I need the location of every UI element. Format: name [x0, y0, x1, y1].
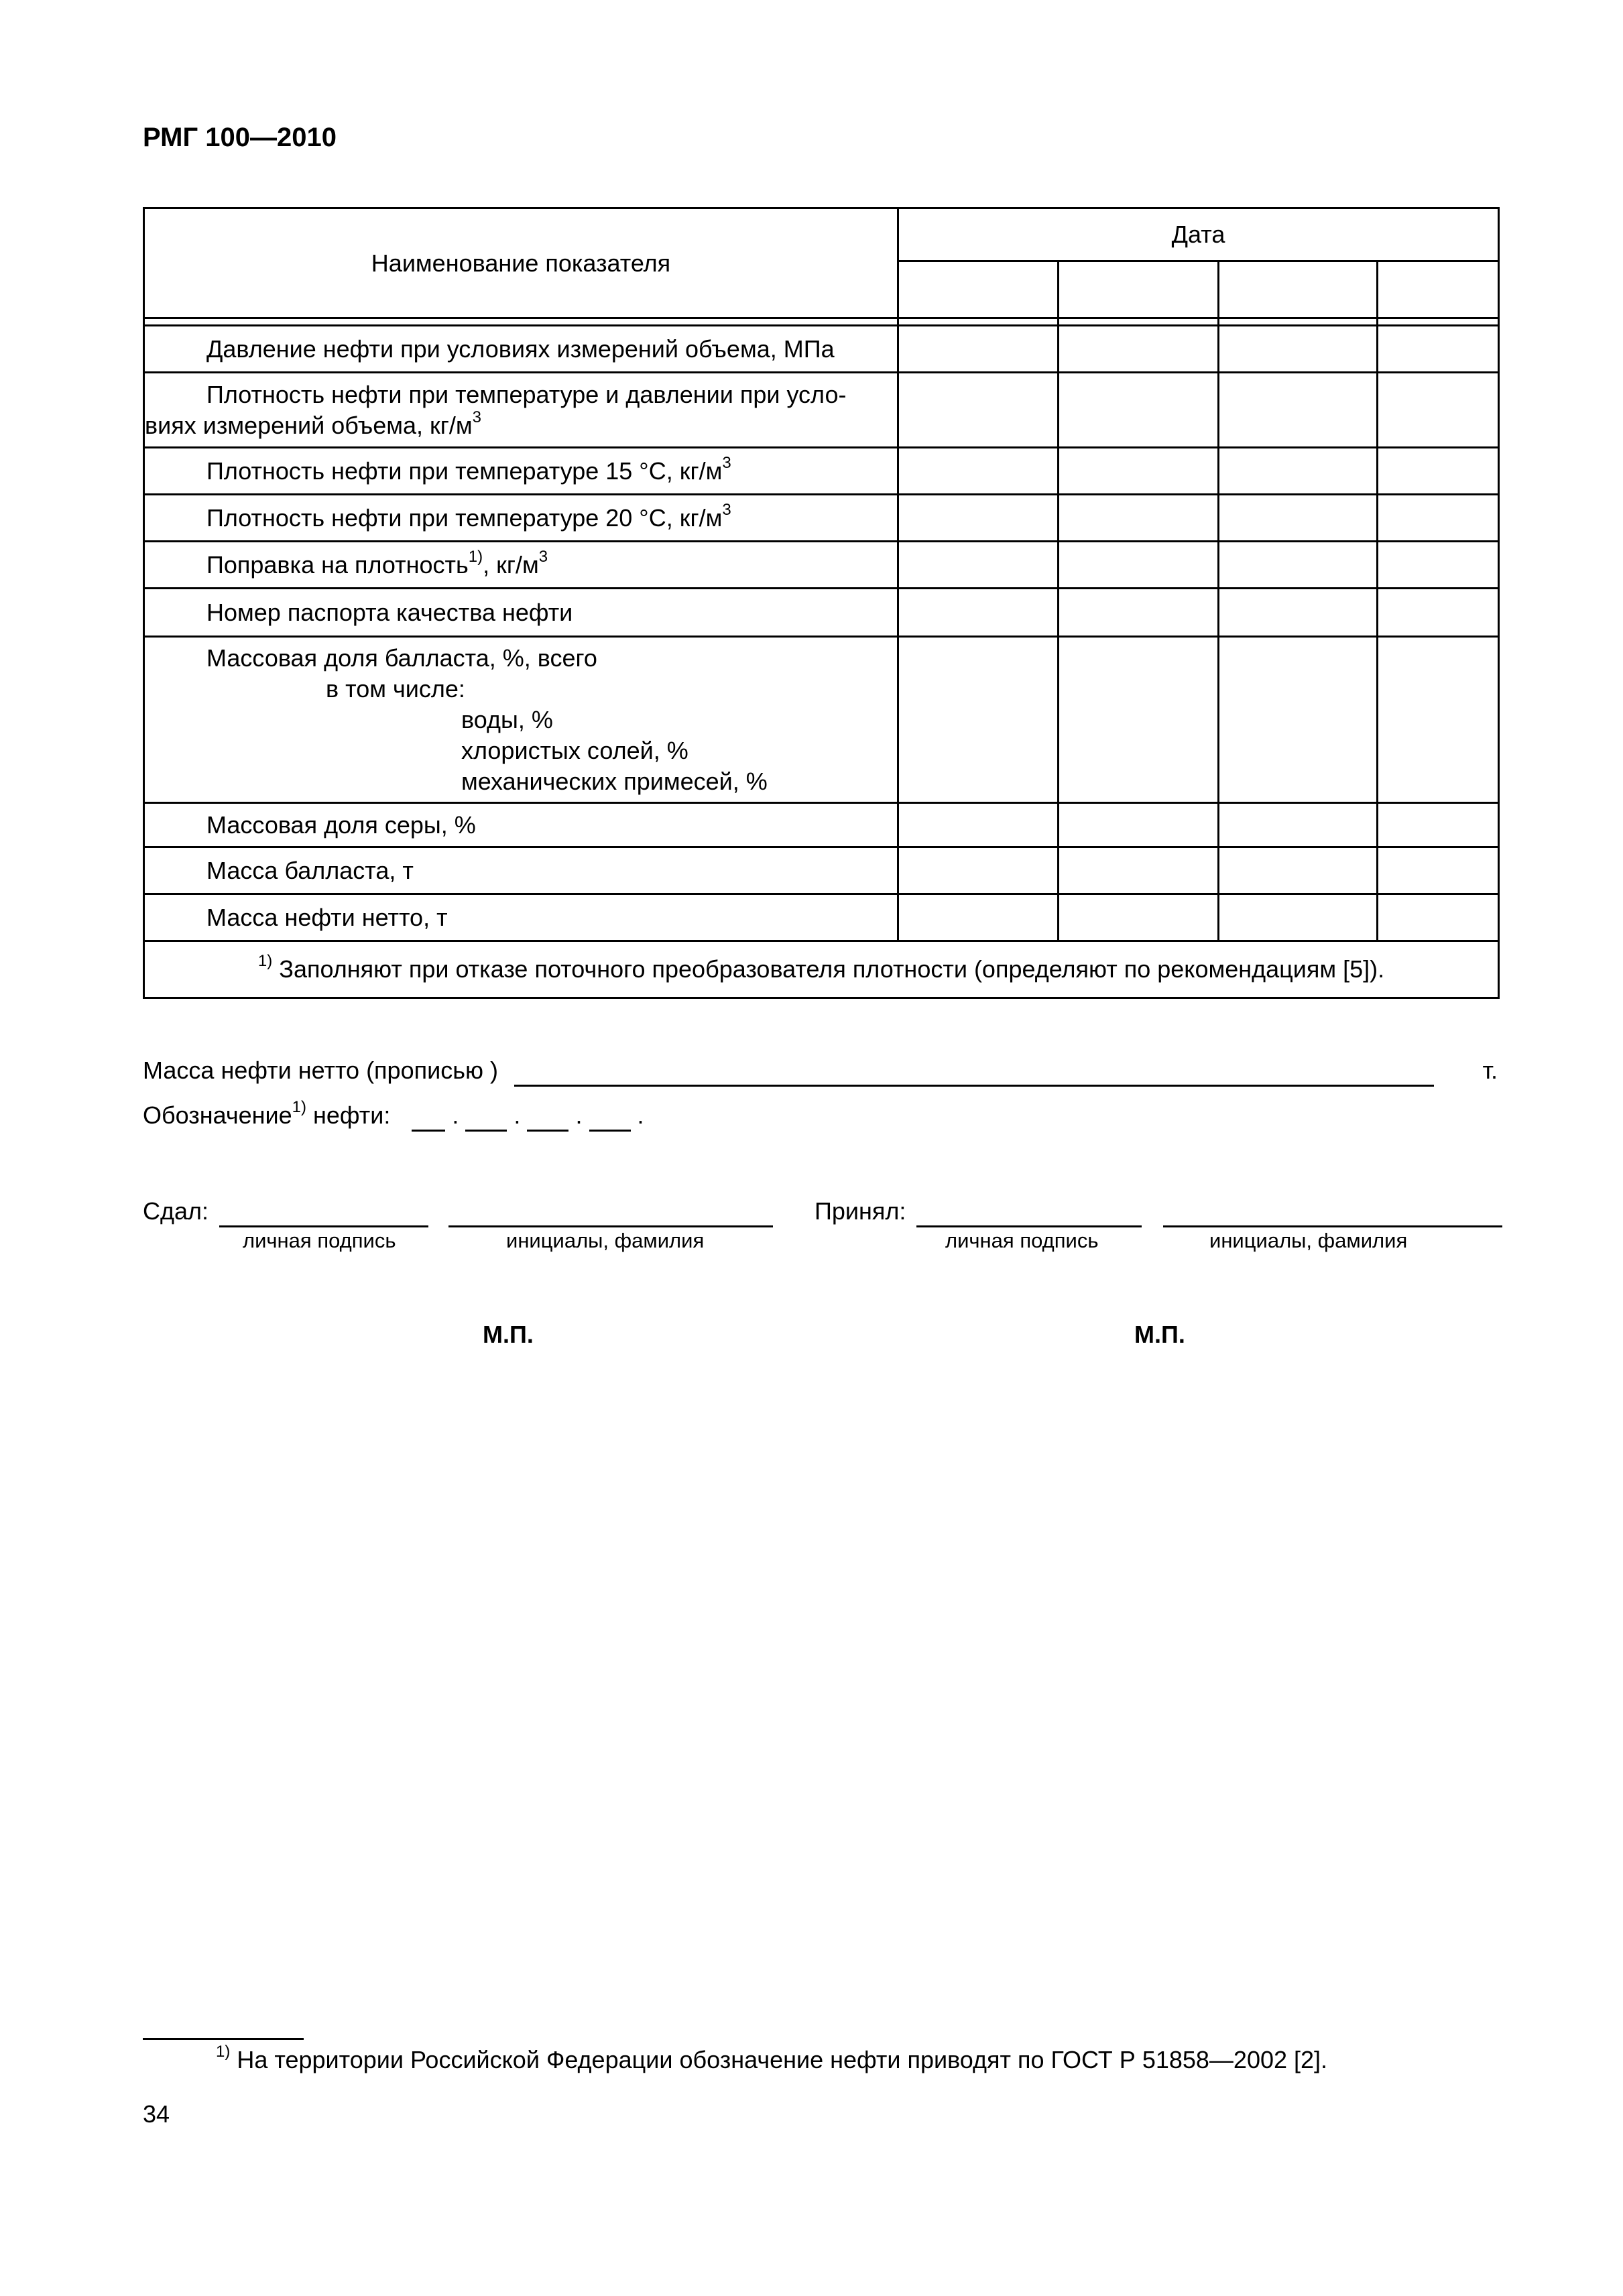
designation-field[interactable]: [527, 1101, 568, 1132]
row-label: Плотность нефти при температуре 15 °С, кг/м: [206, 457, 723, 485]
value-cell[interactable]: [1378, 847, 1499, 894]
value-cell[interactable]: [898, 326, 1059, 373]
row-label: Поправка на плотность: [206, 550, 469, 579]
value-cell[interactable]: [1219, 448, 1378, 495]
row-label: воды, %: [461, 705, 553, 733]
row-label: , кг/м: [483, 550, 539, 579]
received-name-field[interactable]: [1163, 1197, 1502, 1227]
row-label: виях измерений объема, кг/м: [145, 411, 473, 439]
value-cell[interactable]: [1059, 847, 1219, 894]
value-cell[interactable]: [898, 894, 1059, 941]
value-cell[interactable]: [1219, 589, 1378, 637]
header-separator: [144, 318, 1499, 326]
handed-over-name-field[interactable]: [448, 1197, 773, 1227]
signature-caption: личная подпись: [243, 1229, 396, 1252]
row-label: Массовая доля балласта, %, всего: [206, 644, 597, 672]
row-label: Давление нефти при условиях измерений объема, МПа: [206, 335, 835, 363]
value-cell[interactable]: [1059, 373, 1219, 448]
value-cell[interactable]: [1378, 326, 1499, 373]
value-cell[interactable]: [1378, 542, 1499, 589]
value-cell[interactable]: [1219, 803, 1378, 847]
stamp-placeholder: М.П.: [483, 1321, 534, 1348]
row-label: в том числе:: [326, 674, 465, 703]
value-cell[interactable]: [1059, 894, 1219, 941]
row-label: Масса балласта, т: [206, 856, 414, 884]
value-cell[interactable]: [1378, 803, 1499, 847]
handed-over-label: Сдал:: [143, 1197, 209, 1225]
table-row: [144, 542, 1499, 589]
value-cell[interactable]: [1378, 448, 1499, 495]
value-cell[interactable]: [898, 495, 1059, 542]
table-row: [144, 637, 1499, 803]
value-cell[interactable]: [1219, 894, 1378, 941]
value-cell[interactable]: [898, 373, 1059, 448]
designation-separator: .: [575, 1101, 583, 1129]
superscript: 3: [538, 547, 548, 566]
footnote-text: На территории Российской Федерации обозначение нефти приводят по ГОСТ Р 51858—2002 [2].: [237, 2046, 1328, 2073]
value-cell[interactable]: [898, 847, 1059, 894]
value-cell[interactable]: [1219, 326, 1378, 373]
value-cell[interactable]: [1219, 495, 1378, 542]
signature-caption: личная подпись: [945, 1229, 1099, 1252]
designation-field[interactable]: [465, 1101, 507, 1132]
table-header-row: [144, 208, 1499, 261]
value-cell[interactable]: [1378, 637, 1499, 803]
table-row: [144, 448, 1499, 495]
row-label: Масса нефти нетто, т: [206, 903, 448, 931]
name-caption: инициалы, фамилия: [1209, 1229, 1408, 1252]
footnote: [216, 2043, 1328, 2074]
row-label: Номер паспорта качества нефти: [206, 598, 573, 626]
designation-label: Обозначение: [143, 1101, 292, 1129]
value-cell[interactable]: [1059, 589, 1219, 637]
value-cell[interactable]: [1059, 448, 1219, 495]
superscript: 1): [292, 1098, 306, 1116]
table-row: [144, 373, 1499, 448]
mass-words-field[interactable]: [514, 1056, 1434, 1087]
date-cell[interactable]: [1059, 261, 1219, 318]
value-cell[interactable]: [1219, 542, 1378, 589]
date-cell[interactable]: [1219, 261, 1378, 318]
designation-separator: .: [452, 1101, 459, 1129]
row-label: Плотность нефти при температуре и давлении при усло-: [206, 380, 847, 408]
data-table: [143, 207, 1500, 999]
handed-over-signature-field[interactable]: [219, 1197, 428, 1227]
designation-label: нефти:: [306, 1101, 391, 1129]
stamp-placeholder: М.П.: [1134, 1321, 1185, 1348]
date-cell[interactable]: [898, 261, 1059, 318]
table-row: [144, 847, 1499, 894]
table-row: [144, 495, 1499, 542]
table-note: Заполняют при отказе поточного преобразователя плотности (определяют по рекомендациям [5]).: [279, 955, 1385, 983]
value-cell[interactable]: [1219, 847, 1378, 894]
designation-separator: .: [637, 1101, 644, 1129]
value-cell[interactable]: [1059, 803, 1219, 847]
table-row: [144, 589, 1499, 637]
value-cell[interactable]: [898, 589, 1059, 637]
handed-over-block: [143, 1197, 773, 1227]
value-cell[interactable]: [1378, 495, 1499, 542]
value-cell[interactable]: [898, 542, 1059, 589]
row-label: хлористых солей, %: [461, 736, 688, 764]
value-cell[interactable]: [1219, 637, 1378, 803]
column-header-date: Дата: [898, 208, 1499, 261]
received-signature-field[interactable]: [916, 1197, 1142, 1227]
date-cell[interactable]: [1378, 261, 1499, 318]
superscript: 1): [468, 547, 483, 566]
value-cell[interactable]: [898, 803, 1059, 847]
footnote-rule: [143, 2038, 304, 2040]
superscript: 1): [216, 2043, 231, 2061]
value-cell[interactable]: [1059, 637, 1219, 803]
designation-row: [143, 1098, 644, 1132]
value-cell[interactable]: [1378, 373, 1499, 448]
superscript: 3: [722, 453, 731, 472]
value-cell[interactable]: [1059, 495, 1219, 542]
table-row: [144, 894, 1499, 941]
mass-unit: т.: [1482, 1056, 1498, 1084]
name-caption: инициалы, фамилия: [506, 1229, 705, 1252]
table-row: [144, 803, 1499, 847]
mass-words-row: [143, 1056, 1498, 1087]
table-row: [144, 326, 1499, 373]
designation-separator: .: [514, 1101, 521, 1129]
value-cell[interactable]: [898, 637, 1059, 803]
row-label: Плотность нефти при температуре 20 °С, кг/м: [206, 503, 723, 532]
value-cell[interactable]: [1378, 589, 1499, 637]
table-note-row: [144, 941, 1499, 998]
superscript: 3: [722, 500, 731, 519]
designation-field[interactable]: [589, 1101, 631, 1132]
superscript: 3: [472, 408, 481, 426]
value-cell[interactable]: [1378, 894, 1499, 941]
page-number: 34: [143, 2100, 170, 2128]
value-cell[interactable]: [898, 448, 1059, 495]
received-block: [815, 1197, 1502, 1227]
received-label: Принял:: [815, 1197, 906, 1225]
value-cell[interactable]: [1219, 373, 1378, 448]
mass-words-label: Масса нефти нетто (прописью ): [143, 1056, 498, 1084]
value-cell[interactable]: [1059, 542, 1219, 589]
document-code: РМГ 100—2010: [143, 123, 337, 152]
column-header-name: Наименование показателя: [144, 208, 898, 318]
value-cell[interactable]: [1059, 326, 1219, 373]
row-label: механических примесей, %: [461, 767, 768, 795]
designation-field[interactable]: [412, 1101, 445, 1132]
superscript: 1): [257, 952, 273, 970]
row-label: Массовая доля серы, %: [206, 810, 476, 839]
